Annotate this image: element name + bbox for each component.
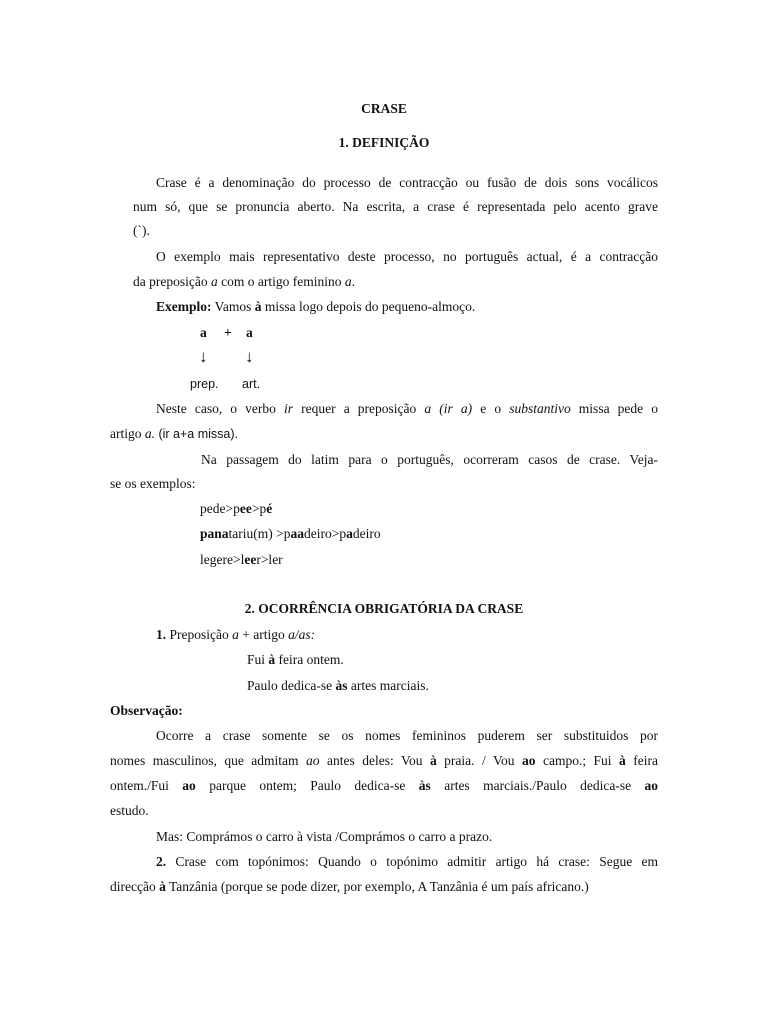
italic-term: a/as: bbox=[288, 627, 316, 642]
paragraph-1-line-3: (`). bbox=[133, 223, 150, 238]
italic-term: a bbox=[344, 274, 352, 289]
bold-vowels: pana bbox=[200, 526, 229, 541]
text-run: missa pede o bbox=[570, 401, 659, 416]
text-run: requer a preposição bbox=[293, 401, 425, 416]
italic-term: ir bbox=[284, 401, 294, 416]
bold-crase: às bbox=[335, 678, 348, 693]
text-run: e o bbox=[472, 401, 510, 416]
text-run: r>ler bbox=[256, 552, 283, 567]
paragraph-3-line-1 bbox=[156, 400, 658, 418]
text-run: missa logo depois do pequeno-almoço. bbox=[261, 299, 476, 314]
text-run: Vamos bbox=[211, 299, 255, 314]
text-run: feira ontem. bbox=[275, 652, 344, 667]
italic-term: a bbox=[232, 627, 239, 642]
bold-crase: às bbox=[418, 778, 431, 793]
text-run: da preposição bbox=[133, 274, 211, 289]
text-run: com o artigo feminino bbox=[217, 274, 345, 289]
bold-vowels: a bbox=[346, 526, 353, 541]
paragraph-1-line-1: Crase é a denominação do processo de contracção ou fusão de dois sons vocálicos bbox=[156, 175, 658, 190]
document-title: CRASE bbox=[361, 101, 407, 116]
text-run: parque ontem; Paulo dedica-se bbox=[195, 778, 419, 793]
diagram-plus: + bbox=[224, 325, 232, 340]
text-run: >p bbox=[251, 501, 267, 516]
text-run: Preposição bbox=[166, 627, 233, 642]
paragraph-4-line-2: se os exemplos: bbox=[110, 476, 196, 491]
item-1-line bbox=[156, 626, 704, 644]
bold-crase: à bbox=[268, 652, 276, 667]
bold-vowels: ee bbox=[244, 552, 257, 567]
text-run: ontem./Fui bbox=[110, 778, 183, 793]
text-run: nomes masculinos, que admitam bbox=[110, 753, 307, 768]
observation-line-3 bbox=[110, 777, 658, 795]
label-prep: prep. bbox=[190, 377, 219, 391]
text-run: Fui bbox=[247, 652, 269, 667]
item-2-line-1 bbox=[156, 853, 658, 871]
paragraph-4-line-1: Na passagem do latim para o português, ocorreram casos de crase. Veja- bbox=[201, 452, 658, 467]
text-run: tariu(m) >p bbox=[228, 526, 291, 541]
text-run: Crase com topónimos: Quando o topónimo admitir artigo há crase: Segue em bbox=[166, 854, 658, 869]
section-1-heading: 1. DEFINIÇÃO bbox=[338, 135, 430, 150]
text-run: artes marciais./Paulo dedica-se bbox=[430, 778, 645, 793]
bold-vowels: ee bbox=[239, 501, 252, 516]
word-example-2 bbox=[200, 525, 748, 543]
bold-crase: à bbox=[254, 299, 262, 314]
text-run: pede>p bbox=[200, 501, 240, 516]
text-run: praia. / Vou bbox=[436, 753, 522, 768]
paragraph-2-line-2 bbox=[133, 273, 681, 291]
text-run: feira bbox=[625, 753, 659, 768]
text-run: + artigo bbox=[238, 627, 289, 642]
section-2-heading: 2. OCORRÊNCIA OBRIGATÓRIA DA CRASE bbox=[244, 601, 524, 616]
text-run: artes marciais. bbox=[347, 678, 429, 693]
bold-term: ao bbox=[521, 753, 536, 768]
diagram-a-preposition: a bbox=[200, 325, 207, 340]
observation-line-2 bbox=[110, 752, 658, 770]
italic-term: a (ir a) bbox=[424, 401, 473, 416]
item-number: 2. bbox=[156, 854, 167, 869]
text-run: campo.; Fui bbox=[535, 753, 620, 768]
word-example-1 bbox=[200, 500, 748, 518]
bold-crase: à bbox=[619, 753, 626, 768]
text-run: . bbox=[351, 274, 355, 289]
text-run: artigo bbox=[110, 426, 145, 441]
bold-crase: à bbox=[159, 879, 166, 894]
text-run: legere>l bbox=[200, 552, 245, 567]
text-run: antes deles: Vou bbox=[319, 753, 430, 768]
italic-term: a. bbox=[144, 426, 155, 441]
italic-term: a bbox=[210, 274, 218, 289]
item-number: 1. bbox=[156, 627, 167, 642]
observation-line-4: estudo. bbox=[110, 803, 149, 818]
bold-vowels: aa bbox=[290, 526, 305, 541]
item-2-line-2 bbox=[110, 878, 658, 896]
example-label: Exemplo: bbox=[156, 299, 212, 314]
observation-label: Observação: bbox=[110, 703, 183, 718]
paragraph-2-line-1: O exemplo mais representativo deste processo, no português actual, é a contracção bbox=[156, 249, 658, 264]
example-line bbox=[156, 298, 704, 316]
down-arrow-icon: ↓ bbox=[245, 347, 254, 366]
item-1-example-2 bbox=[247, 677, 768, 695]
italic-term: ao bbox=[306, 753, 320, 768]
text-run: (ir a+a missa). bbox=[155, 427, 239, 441]
word-example-3 bbox=[200, 551, 748, 569]
mas-line: Mas: Comprámos o carro à vista /Comprámos o carro a prazo. bbox=[156, 829, 493, 844]
item-1-example-1 bbox=[247, 651, 768, 669]
text-run: Tanzânia (porque se pode dizer, por exemplo, A Tanzânia é um país africano.) bbox=[165, 879, 589, 894]
bold-crase: à bbox=[429, 753, 437, 768]
diagram-a-article: a bbox=[246, 325, 253, 340]
observation-line-1: Ocorre a crase somente se os nomes femininos puderem ser substituidos por bbox=[156, 728, 658, 743]
bold-term: ao bbox=[644, 778, 658, 793]
text-run: deiro>p bbox=[304, 526, 347, 541]
paragraph-3-line-2 bbox=[110, 425, 658, 443]
down-arrow-icon: ↓ bbox=[199, 347, 208, 366]
text-run: direcção bbox=[110, 879, 160, 894]
text-run: deiro bbox=[352, 526, 381, 541]
bold-term: ao bbox=[182, 778, 196, 793]
bold-vowels: é bbox=[266, 501, 273, 516]
italic-term: substantivo bbox=[509, 401, 571, 416]
label-art: art. bbox=[242, 377, 261, 391]
paragraph-1-line-2: num só, que se pronuncia aberto. Na escrita, a crase é representada pelo acento grave bbox=[133, 199, 658, 214]
text-run: Neste caso, o verbo bbox=[156, 401, 285, 416]
text-run: Paulo dedica-se bbox=[247, 678, 336, 693]
